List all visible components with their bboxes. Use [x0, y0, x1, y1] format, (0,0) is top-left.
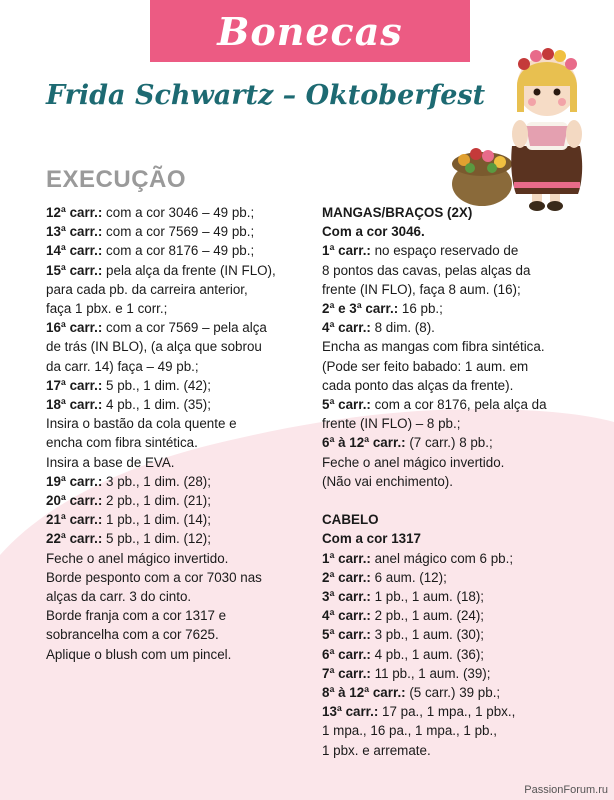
section-heading: EXECUÇÃO	[46, 166, 187, 193]
instruction-line	[46, 645, 311, 664]
round-label: 4ª carr.:	[322, 608, 371, 624]
round-text: 3 pb., 1 aum. (30);	[370, 627, 485, 643]
round-text: 17 pa., 1 mpa., 1 pbx.,	[378, 704, 516, 720]
instruction-line	[46, 299, 311, 318]
instruction-line	[46, 625, 311, 644]
instruction-line	[322, 702, 597, 721]
round-text: com a cor 7569 – pela alça	[102, 320, 267, 336]
instruction-line	[322, 280, 597, 299]
round-text: 4 pb., 1 dim. (35);	[102, 397, 211, 413]
round-text: Insira o bastão da cola quente e	[46, 416, 237, 432]
round-text: Aplique o blush com um pincel.	[46, 646, 232, 662]
round-label: 6ª à 12ª carr.:	[322, 435, 406, 451]
instruction-line	[46, 376, 311, 395]
round-text: 8 pontos das cavas, pelas alças da	[322, 262, 531, 278]
round-text: com a cor 8176 – 49 pb.;	[102, 243, 255, 259]
instruction-line	[322, 261, 597, 280]
hair-color-note	[322, 529, 597, 548]
instruction-line	[322, 568, 597, 587]
round-label: 18ª carr.:	[46, 397, 103, 413]
round-label: 19ª carr.:	[46, 473, 103, 489]
hair-heading	[322, 510, 597, 529]
round-text: Borde franja com a cor 1317 e	[46, 608, 227, 624]
round-label: 2ª carr.:	[322, 569, 371, 585]
instruction-line	[322, 472, 597, 491]
round-text: (5 carr.) 39 pb.;	[405, 685, 501, 701]
round-label: 1ª carr.:	[322, 550, 371, 566]
instruction-line	[46, 280, 311, 299]
instruction-line	[46, 241, 311, 260]
round-label: Com a cor 3046.	[322, 224, 425, 240]
instruction-line	[322, 414, 597, 433]
instruction-line	[46, 318, 311, 337]
instruction-line	[322, 587, 597, 606]
crochet-doll-image	[440, 14, 614, 214]
instruction-line	[322, 241, 597, 260]
round-text: encha com fibra sintética.	[46, 435, 198, 451]
round-label: 4ª carr.:	[322, 320, 371, 336]
round-label: 12ª carr.:	[46, 205, 103, 220]
instruction-line	[322, 395, 597, 414]
instruction-line	[322, 741, 597, 760]
round-label: 17ª carr.:	[46, 377, 103, 393]
instruction-line	[46, 549, 311, 568]
watermark: PassionForum.ru	[524, 784, 608, 796]
instruction-line	[46, 587, 311, 606]
round-text: com a cor 7569 – 49 pb.;	[102, 224, 255, 240]
instruction-line	[322, 337, 597, 356]
instruction-line	[322, 433, 597, 452]
round-text: 5 pb., 1 dim. (12);	[102, 531, 211, 547]
round-label: 20ª carr.:	[46, 493, 103, 509]
instruction-line	[46, 606, 311, 625]
round-text: com a cor 8176, pela alça da	[370, 397, 547, 413]
round-text: Feche o anel mágico invertido.	[46, 550, 229, 566]
round-text: (Pode ser feito babado: 1 aum. em	[322, 358, 529, 374]
instruction-line	[322, 625, 597, 644]
instruction-line	[322, 453, 597, 472]
round-text: 1 mpa., 16 pa., 1 mpa., 1 pb.,	[322, 723, 497, 739]
instruction-line	[322, 606, 597, 625]
round-label: 21ª carr.:	[46, 512, 103, 528]
round-text: no espaço reservado de	[370, 243, 519, 259]
header-banner	[150, 0, 470, 62]
round-label: 16ª carr.:	[46, 320, 103, 336]
round-text: 5 pb., 1 dim. (42);	[102, 377, 211, 393]
instruction-line	[46, 568, 311, 587]
round-text: pela alça da frente (IN FLO),	[102, 262, 276, 278]
round-text: faça 1 pbx. e 1 corr.;	[46, 301, 168, 317]
instruction-line	[322, 299, 597, 318]
round-label: 13ª carr.:	[46, 224, 103, 240]
round-text: 1 pbx. e arremate.	[322, 742, 431, 758]
instruction-line	[322, 549, 597, 568]
round-text: sobrancelha com a cor 7625.	[46, 627, 219, 643]
instruction-line	[46, 203, 311, 222]
instruction-line	[322, 357, 597, 376]
round-text: 3 pb., 1 dim. (28);	[102, 473, 211, 489]
round-label: 7ª carr.:	[322, 665, 371, 681]
round-text: (7 carr.) 8 pb.;	[405, 435, 493, 451]
sleeves-color-note	[322, 222, 597, 241]
left-instructions-column	[46, 203, 311, 664]
round-label: Com a cor 1317	[322, 531, 421, 547]
round-label: MANGAS/BRAÇOS (2X)	[322, 205, 473, 220]
round-text: 2 pb., 1 dim. (21);	[102, 493, 211, 509]
round-text: 16 pb.;	[398, 301, 443, 317]
instruction-line	[46, 222, 311, 241]
round-label: 1ª carr.:	[322, 243, 371, 259]
instruction-line	[322, 376, 597, 395]
instruction-line	[322, 318, 597, 337]
round-text: Feche o anel mágico invertido.	[322, 454, 505, 470]
round-label: 3ª carr.:	[322, 589, 371, 605]
round-label: 13ª carr.:	[322, 704, 379, 720]
round-text: alças da carr. 3 do cinto.	[46, 589, 192, 605]
round-label: 6ª carr.:	[322, 646, 371, 662]
round-text: anel mágico com 6 pb.;	[370, 550, 514, 566]
round-label: 15ª carr.:	[46, 262, 103, 278]
round-text: da carr. 14) faça – 49 pb.;	[46, 358, 199, 374]
round-text: (Não vai enchimento).	[322, 473, 453, 489]
section-spacer	[322, 491, 597, 510]
instruction-line	[46, 357, 311, 376]
instruction-line	[46, 433, 311, 452]
pattern-title: Frida Schwartz – Oktoberfest	[46, 80, 486, 111]
round-text: 6 aum. (12);	[370, 569, 447, 585]
round-text: frente (IN FLO), faça 8 aum. (16);	[322, 281, 521, 297]
instruction-line	[46, 472, 311, 491]
instruction-line	[46, 395, 311, 414]
sleeves-heading	[322, 203, 597, 222]
round-text: com a cor 3046 – 49 pb.;	[102, 205, 255, 220]
round-text: Insira a base de EVA.	[46, 454, 175, 470]
round-text: 1 pb., 1 dim. (14);	[102, 512, 211, 528]
instruction-line	[322, 645, 597, 664]
instruction-line	[322, 683, 597, 702]
round-text: 11 pb., 1 aum. (39);	[370, 665, 491, 681]
round-text: 1 pb., 1 aum. (18);	[370, 589, 485, 605]
right-instructions-column	[322, 203, 597, 760]
instruction-line	[46, 510, 311, 529]
round-label: 8ª à 12ª carr.:	[322, 685, 406, 701]
instruction-line	[46, 491, 311, 510]
round-label: 5ª carr.:	[322, 627, 371, 643]
round-label: 14ª carr.:	[46, 243, 103, 259]
instruction-line	[46, 261, 311, 280]
instruction-line	[46, 529, 311, 548]
instruction-line	[322, 721, 597, 740]
round-text: 8 dim. (8).	[370, 320, 435, 336]
round-label: 22ª carr.:	[46, 531, 103, 547]
round-text: Encha as mangas com fibra sintética.	[322, 339, 545, 355]
banner-title: Bonecas	[217, 8, 403, 54]
instruction-line	[322, 664, 597, 683]
instruction-line	[46, 414, 311, 433]
round-text: 4 pb., 1 aum. (36);	[370, 646, 485, 662]
round-text: frente (IN FLO) – 8 pb.;	[322, 416, 461, 432]
instruction-line	[46, 337, 311, 356]
round-text: para cada pb. da carreira anterior,	[46, 281, 248, 297]
round-label: 5ª carr.:	[322, 397, 371, 413]
round-text: Borde pesponto com a cor 7030 nas	[46, 569, 262, 585]
instruction-line	[46, 453, 311, 472]
round-text: 2 pb., 1 aum. (24);	[370, 608, 485, 624]
round-label: 2ª e 3ª carr.:	[322, 301, 399, 317]
round-text: de trás (IN BLO), (a alça que sobrou	[46, 339, 262, 355]
round-text: cada ponto das alças da frente).	[322, 377, 514, 393]
round-label: CABELO	[322, 512, 379, 528]
